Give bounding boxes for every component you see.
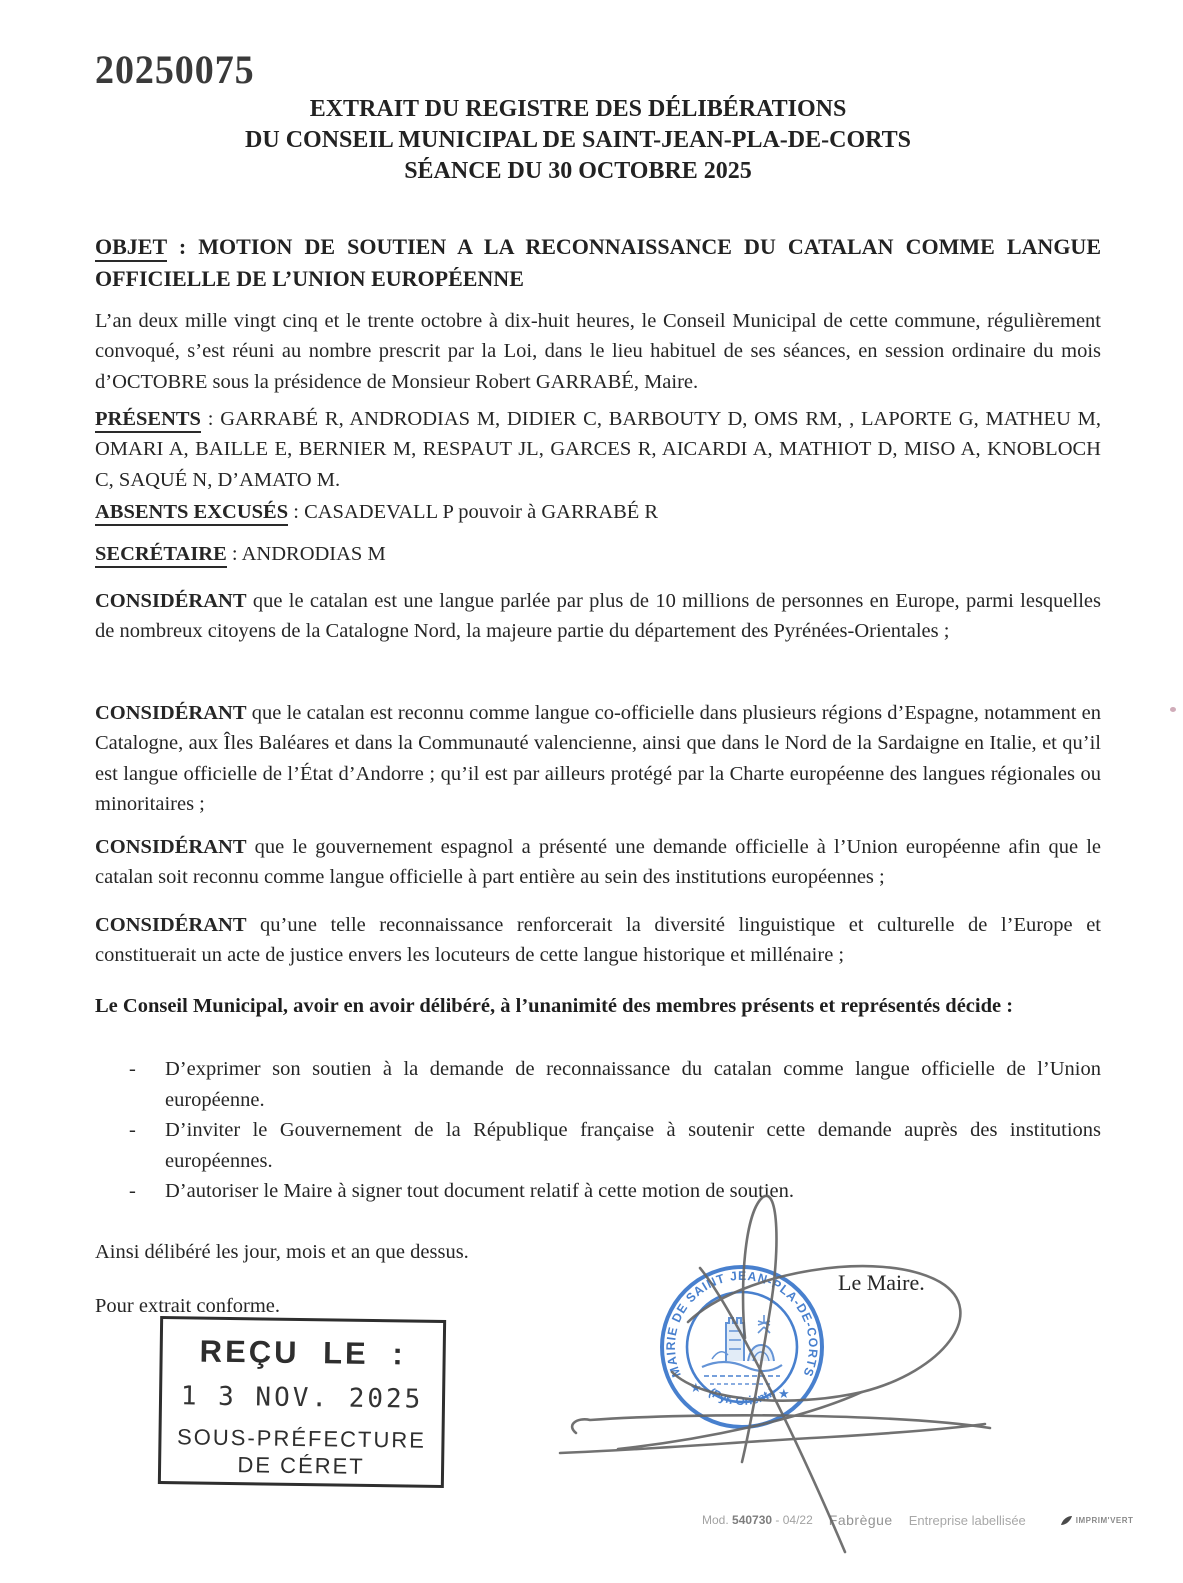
imprim-vert-leaf-icon — [1060, 1515, 1073, 1526]
considerant-text: que le catalan est une langue parlée par plus de 10 millions de personnes en Europe, parmi lesquelles de nombreux citoyens de la Catalogne Nord, la majeure partie du département des Pyrénées-Orientales ; — [95, 589, 1101, 642]
reference-number: 20250075 — [95, 47, 255, 92]
document-title — [95, 94, 1101, 187]
bullet-dash: - — [129, 1058, 136, 1080]
considerant-paragraph — [95, 586, 1101, 647]
session-paragraph: L’an deux mille vingt cinq et le trente octobre à dix-huit heures, le Conseil Municipal de cette commune, régulièrement convoqué, s’est réuni au nombre prescrit par la Loi, dans le lieu habituel de ses séances, en session ordinaire du mois d’OCTOBRE sous la présidence de Monsieur Robert GARRABÉ, Maire. — [95, 309, 1101, 393]
absents-names: CASADEVALL P pouvoir à GARRABÉ R — [304, 500, 659, 523]
seal-star-right: ★ — [778, 1386, 790, 1401]
print-footer — [702, 1512, 1162, 1528]
considerant-text: qu’une telle reconnaissance renforcerait la diversité linguistique et culturelle de l’Europe et constituerait un acte de justice envers les locuteurs de cette langue historique et millénaire ; — [95, 913, 1101, 966]
considerant-lead: CONSIDÉRANT — [95, 913, 247, 936]
objet-heading — [95, 231, 1101, 295]
decision-item-text: D’autoriser le Maire à signer tout document relatif à cette motion de soutien. — [165, 1180, 795, 1202]
footer-model-label: Mod. — [702, 1513, 729, 1527]
considerant-paragraph — [95, 832, 1101, 893]
considerant-text: que le gouvernement espagnol a présenté une demande officielle à l’Union européenne afin que le catalan soit reconnu comme langue officielle à part entière au sein des institutions européennes ; — [95, 835, 1101, 888]
presents-label: PRÉSENTS — [95, 408, 201, 433]
decision-item-text: D’exprimer son soutien à la demande de reconnaissance du catalan comme langue officielle de l’Union européenne. — [165, 1058, 1101, 1111]
presents-names: GARRABÉ R, ANDRODIAS M, DIDIER C, BARBOUTY D, OMS RM, , LAPORTE G, MATHEU M, OMARI A, BAILLE E, BERNIER M, RESPAUT JL, GARCES R, AICARDI A, MATHIOT D, MISO A, KNOBLOCH C, SAQUÉ N, D’AMATO M. — [95, 407, 1101, 491]
absents-separator: : — [288, 500, 305, 523]
seal-emblem — [702, 1315, 782, 1384]
secretaire-separator: : — [226, 542, 242, 565]
seal-star-left: ★ — [690, 1380, 702, 1395]
absents-label: ABSENTS EXCUSÉS — [95, 501, 288, 526]
objet-label: OBJET — [95, 234, 167, 262]
footer-label: Entreprise labellisée — [908, 1512, 1026, 1528]
decision-item — [95, 1115, 1101, 1176]
bullet-dash: - — [129, 1119, 136, 1141]
reception-stamp-city: DE CÉRET — [237, 1452, 365, 1479]
considerant-paragraph — [95, 910, 1101, 971]
presents-separator: : — [200, 407, 221, 430]
scan-artifact — [1170, 707, 1176, 712]
reception-stamp-office: SOUS-PRÉFECTURE — [176, 1424, 427, 1453]
closing-line: Ainsi délibéré les jour, mois et an que dessus. — [95, 1240, 469, 1263]
considerant-text: que le catalan est reconnu comme langue co-officielle dans plusieurs régions d’Espagne, notamment en Catalogne, aux Îles Baléares et dans la Communauté valencienne, ainsi que dans le Nord de la Sardaigne en Italie, et qu’il est langue officielle de l’État d’Andorre ; qu’il est par ailleurs protégé par la Charte européenne des langues régionales ou minoritaires ; — [95, 701, 1101, 815]
document-title-line: DU CONSEIL MUNICIPAL DE SAINT-JEAN-PLA-DE-CORTS — [245, 127, 911, 153]
considerant-paragraph — [95, 698, 1101, 820]
bullet-dash: - — [129, 1180, 136, 1202]
roster-absents — [95, 497, 1101, 528]
seal-ring-text: MAIRIE DE SAINT JEAN-PLA-DE-CORTS — [663, 1268, 821, 1380]
document-title-line: EXTRAIT DU REGISTRE DES DÉLIBÉRATIONS — [309, 96, 847, 122]
objet-text: MOTION DE SOUTIEN A LA RECONNAISSANCE DU CATALAN COMME LANGUE OFFICIELLE DE L’UNION EUROPÉENNE — [95, 234, 1101, 291]
signature-title: Le Maire. — [838, 1270, 925, 1295]
secretaire-label: SECRÉTAIRE — [95, 543, 227, 568]
municipal-seal — [656, 1261, 828, 1433]
footer-model — [702, 1513, 813, 1527]
footer-certification-text: IMPRIM'VERT — [1075, 1515, 1134, 1525]
decision-list — [95, 1054, 1101, 1207]
considerant-lead: CONSIDÉRANT — [95, 835, 247, 858]
reception-stamp-label: REÇU LE : — [199, 1333, 406, 1372]
roster-presents — [95, 404, 1101, 496]
reception-stamp-date: 1 3 NOV. 2025 — [180, 1381, 424, 1415]
reception-stamp — [158, 1316, 446, 1488]
objet-separator: : — [166, 234, 199, 259]
decision-item — [95, 1054, 1101, 1115]
decision-item-text: D’inviter le Gouvernement de la République française à soutenir cette demande auprès des institutions européennes. — [165, 1119, 1101, 1172]
footer-model-suffix: - 04/22 — [775, 1513, 813, 1527]
secretaire-name: ANDRODIAS M — [241, 542, 386, 565]
roster-secretaire — [95, 539, 1101, 570]
footer-printer: Fabrègue — [828, 1512, 893, 1528]
decision-item — [95, 1176, 1101, 1207]
extract-line: Pour extrait conforme. — [95, 1294, 281, 1317]
considerant-lead: CONSIDÉRANT — [95, 589, 247, 612]
decision-intro: Le Conseil Municipal, avoir en avoir délibéré, à l’unanimité des membres présents et représentés décide : — [95, 994, 1014, 1017]
seal-region-text: (Pyr. Orient.) — [706, 1384, 778, 1409]
footer-certification — [1060, 1515, 1134, 1526]
document-title-line: SÉANCE DU 30 OCTOBRE 2025 — [404, 158, 752, 184]
seal-region-text-holder — [706, 1385, 777, 1408]
considerant-lead: CONSIDÉRANT — [95, 701, 247, 724]
footer-model-number: 540730 — [732, 1513, 773, 1527]
